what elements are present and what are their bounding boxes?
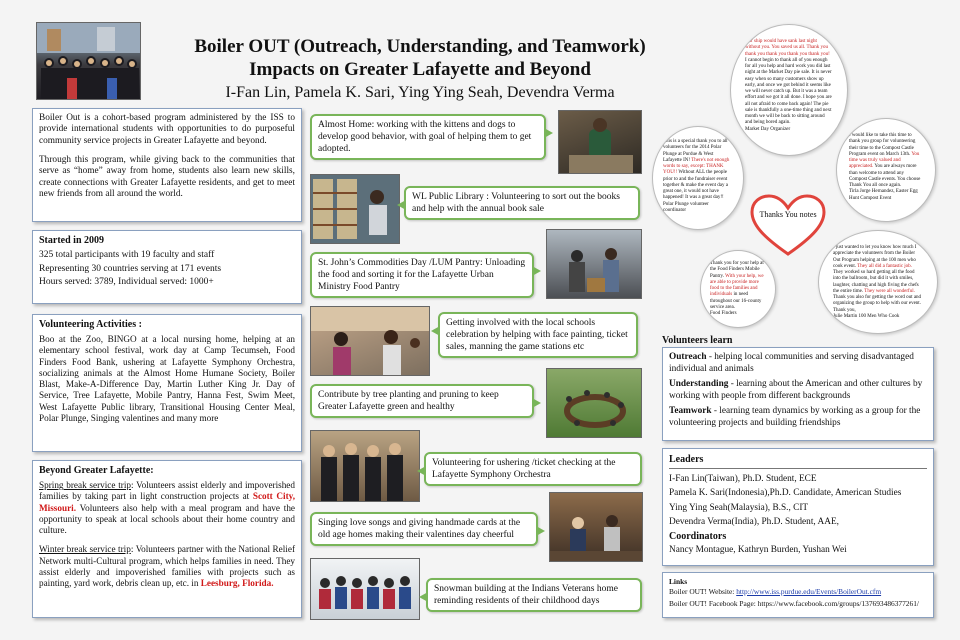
beyond-heading: Beyond Greater Lafayette:	[39, 465, 154, 476]
note-1-signature: Market Day Organizer	[745, 126, 791, 132]
note-4-text-a: Thank you for your help at the Food Finders Mobile Pantry.	[710, 261, 764, 279]
note-1-body: I cannot begin to thank all of you enough for all you help and hard work you did last night at the Market Day pie sale. It is never easy when so many customers show up early, and once we got behind it seems like we will never catch up. But it was a team effort and we got it all done. I hope you are all not afraid to come back again! The pie sale is thankfully a one-time thing and next month we will be back to sitting around and being bored again.	[745, 57, 832, 126]
note-4-text-b: in need throughout our 16-county service area.	[710, 292, 762, 310]
photo-almost-home	[558, 110, 642, 174]
learn-term-outreach: Outreach	[669, 352, 707, 362]
callout-library: WL Public Library : Volunteering to sort out the books and help with the annual book sale	[404, 186, 640, 220]
callout-food-pantry: St. John’s Commodities Day /LUM Pantry: Unloading the food and sorting it for the Lafayette Urban Ministry Food Pantry	[310, 252, 534, 298]
activities-box	[32, 314, 302, 452]
leaders-divider	[669, 468, 927, 469]
note-5-signature: Julie Martin 100 Men Who Cook	[833, 313, 900, 319]
callout-tree-planting: Contribute by tree planting and pruning to keep Greater Lafayette green and healthy	[310, 384, 534, 418]
photo-library	[310, 174, 400, 244]
note-1-highlight: Our ship would have sank last night without you. You saved us all. Thank you thank you thank you thank you thank you!	[745, 39, 830, 57]
note-3-text-b: You are always more than welcome to attend any Compost Castle events. You choose Thank You all once again.	[849, 164, 921, 188]
group-photo	[36, 22, 141, 100]
photo-tree-art	[547, 369, 642, 438]
website-link[interactable]: http://www.iss.purdue.edu/Events/BoilerOut.cfm	[736, 586, 882, 596]
beyond-box	[32, 460, 302, 618]
spring-break-text-a: : Volunteers assist elderly and impoverished families by taking part in light construction projects at	[39, 480, 295, 502]
note-2-signature: Polar Plunge volunteer coordinator	[663, 201, 709, 213]
note-2-text-a: This is a special thank you to all volunteers for the 2014 Polar Plunge at Purdue & West Lafayette IN!	[663, 139, 728, 163]
callout-almost-home: Almost Home: working with the kittens and dogs to develop good behavior, with goal of helping them to get adopted.	[310, 114, 546, 160]
callout-school-celebration: Getting involved with the local schools celebration by helping with face painting, ticket sales, manning the game stations etc	[438, 312, 638, 358]
started-line-2: Representing 30 countries serving at 171 events	[39, 263, 222, 274]
learn-item-understanding	[669, 379, 927, 402]
photo-tree-planting	[546, 368, 642, 438]
learn-desc-understanding: - learning about the American and other cultures by working with people from different backgrounds	[669, 379, 923, 401]
learn-desc-teamwork: - learning team dynamics by working as a group for the volunteering projects and building friendships	[669, 406, 921, 429]
note-2-highlight: There's not enough words to say, except: THANK YOU!!	[663, 157, 730, 176]
callout-symphony: Volunteering for ushering /ticket checking at the Lafayette Symphony Orchestra	[424, 452, 642, 486]
learn-term-understanding: Understanding	[669, 379, 729, 390]
winter-break-text: : Volunteers partner with the National Relief Network multi-Cultural program, which helps families in need. They assist elderly and impoverished families with projects such as painting, yard work, debris clean up, etc. in	[39, 544, 295, 588]
website-link-line	[669, 587, 927, 597]
learn-item-teamwork	[669, 406, 927, 429]
note-2-text-b: Without ALL the people prior to and the fundraiser event together & make the event day a great one, it would not have happened! It was a great day!!	[663, 170, 728, 201]
spring-break-text-b: Volunteers also help with a meal program and have the opportunity to speak at local schools about their home country and culture.	[39, 502, 295, 536]
photo-snowman-art	[311, 559, 420, 620]
title-line-2: Impacts on Greater Lafayette and Beyond	[249, 58, 591, 80]
links-heading: Links	[669, 577, 688, 586]
learn-item-outreach	[669, 352, 927, 375]
spring-break-location: Scott City, Missouri.	[39, 491, 296, 513]
group-photo-figures	[37, 23, 141, 100]
photo-symphony-art	[311, 431, 420, 502]
photo-symphony-ushers	[310, 430, 420, 502]
started-line-1: 325 total participants with 19 faculty and staff	[39, 250, 215, 261]
note-4-signature: Food Finders	[710, 311, 737, 316]
started-box	[32, 230, 302, 304]
poster-title	[150, 36, 690, 82]
leader-4: Devendra Verma(India), Ph.D. Student, AAE,	[669, 516, 839, 527]
note-5-text-b: They worked so hard getting all the food into the ballroom, but did it with smiles, laughter, chatting and high fiving the chefs the entire time.	[833, 270, 919, 294]
photo-valentines-singing	[549, 492, 643, 562]
leaders-heading: Leaders	[669, 454, 704, 465]
learn-term-teamwork: Teamwork	[669, 406, 712, 417]
learn-box	[662, 347, 934, 441]
thank-you-heart	[748, 192, 828, 258]
website-label: Boiler OUT! Website:	[669, 586, 737, 596]
learn-heading: Volunteers learn	[662, 335, 733, 346]
callout-snowman: Snowman building at the Indians Veterans home reminding residents of their childhood days	[426, 578, 642, 612]
spring-break-label: Spring break service trip	[39, 480, 131, 491]
photo-almost-home-art	[559, 111, 642, 174]
heart-icon	[748, 192, 828, 258]
spring-break-paragraph	[39, 480, 295, 536]
photo-valentines-art	[550, 493, 643, 562]
winter-break-location: Leesburg, Florida.	[200, 577, 274, 588]
thank-you-note-100-men	[818, 230, 938, 334]
note-5-text-a: I just wanted to let you know how much I appreciate the volunteers from the Boiler Out Program helping at the 100 men who cook event.	[833, 245, 917, 269]
note-5-highlight: They all did a fantastic job.	[857, 263, 912, 269]
leader-1: I-Fan Lin(Taiwan), Ph.D. Student, ECE	[669, 474, 817, 485]
intro-box	[32, 108, 302, 222]
activities-text: Boo at the Zoo, BINGO at a local nursing home, helping at an elementary school festival, work day at Camp Tecumseh, Food Finders Food Bank, ushering at Lafayette Symphony Orchestra, socializing animals at the Almost Home Humane Society, Boiler Blast, Make-A-Difference Day, Martin Luther King Jr. Day of Service, Tree Lafayette, Mobile Pantry, Hanna Fest, Swim Meet, West Lafayette Public library, Transitional Housing Center Meal, Polar Plunge, Singing valentines and many more	[39, 334, 295, 423]
activities-heading: Volunteering Activities :	[39, 319, 142, 330]
winter-break-paragraph	[39, 544, 295, 589]
thank-you-note-polar-plunge	[652, 126, 744, 230]
thank-you-note-compost	[836, 118, 936, 222]
leader-2: Pamela K. Sari(Indonesia),Ph.D. Candidate, American Studies	[669, 488, 902, 499]
intro-paragraph-1: Boiler Out is a cohort-based program administered by the ISS to provide international students with opportunities to do purposeful community service projects in Greater Lafayette and beyond.	[39, 113, 295, 146]
note-3-highlight: You time was truly valued and appreciated.	[849, 151, 920, 170]
authors: I-Fan Lin, Pamela K. Sari, Ying Ying Seah, Devendra Verma	[225, 84, 615, 101]
note-5-text-c: Thank you also for getting the word out and organizing the group to help with our event. Thank you,	[833, 295, 922, 313]
intro-paragraph-2: Through this program, while giving back to the communities that serve as “home” away from home, students also learn new skills, create connections with Greater Lafayette residents, and get to meet new friends from all around the world.	[39, 154, 295, 199]
facebook-link[interactable]: Boiler OUT! Facebook Page: https://www.facebook.com/groups/137693486377261/	[669, 598, 919, 608]
thank-you-note-food-finders	[700, 250, 776, 328]
photo-school-art	[311, 307, 430, 376]
note-5-highlight-2: They were all wonderful.	[864, 288, 915, 294]
coordinators-heading: Coordinators	[669, 531, 727, 543]
note-3-signature: Tirla Jorge Hernandez, Easter Egg Hunt Compost Event	[849, 189, 918, 201]
coordinators-names: Nancy Montague, Kathryn Burden, Yushan Wei	[669, 545, 847, 556]
title-line-1: Boiler OUT (Outreach, Understanding, and Teamwork)	[194, 36, 646, 57]
leaders-box	[662, 448, 934, 566]
winter-break-label: Winter break service trip	[39, 544, 131, 555]
photo-library-art	[311, 175, 400, 244]
photo-snowman-building	[310, 558, 420, 620]
links-box	[662, 572, 934, 618]
learn-desc-outreach: - helping local communities and serving disadvantaged individual and animals	[669, 352, 914, 374]
note-4-highlight: With your help, we are able to provide more food to the families and individuals	[710, 273, 764, 298]
photo-food-pantry	[546, 229, 642, 299]
photo-school-celebration	[310, 306, 430, 376]
heart-label: Thanks You notes	[759, 210, 817, 219]
leader-3: Ying Ying Seah(Malaysia), B.S., CIT	[669, 502, 809, 513]
callout-valentines: Singing love songs and giving handmade cards at the old age homes making their valentines day cheerful	[310, 512, 538, 546]
started-heading: Started in 2009	[39, 235, 104, 246]
started-line-3: Hours served: 3789, Individual served: 1000+	[39, 277, 214, 288]
note-3-text-a: I would like to take this time to thank you group for volunteering their time to the Compost Castle Program event on March 13th.	[849, 133, 916, 157]
photo-food-pantry-art	[547, 230, 642, 299]
thank-you-note-market-day	[730, 24, 848, 156]
